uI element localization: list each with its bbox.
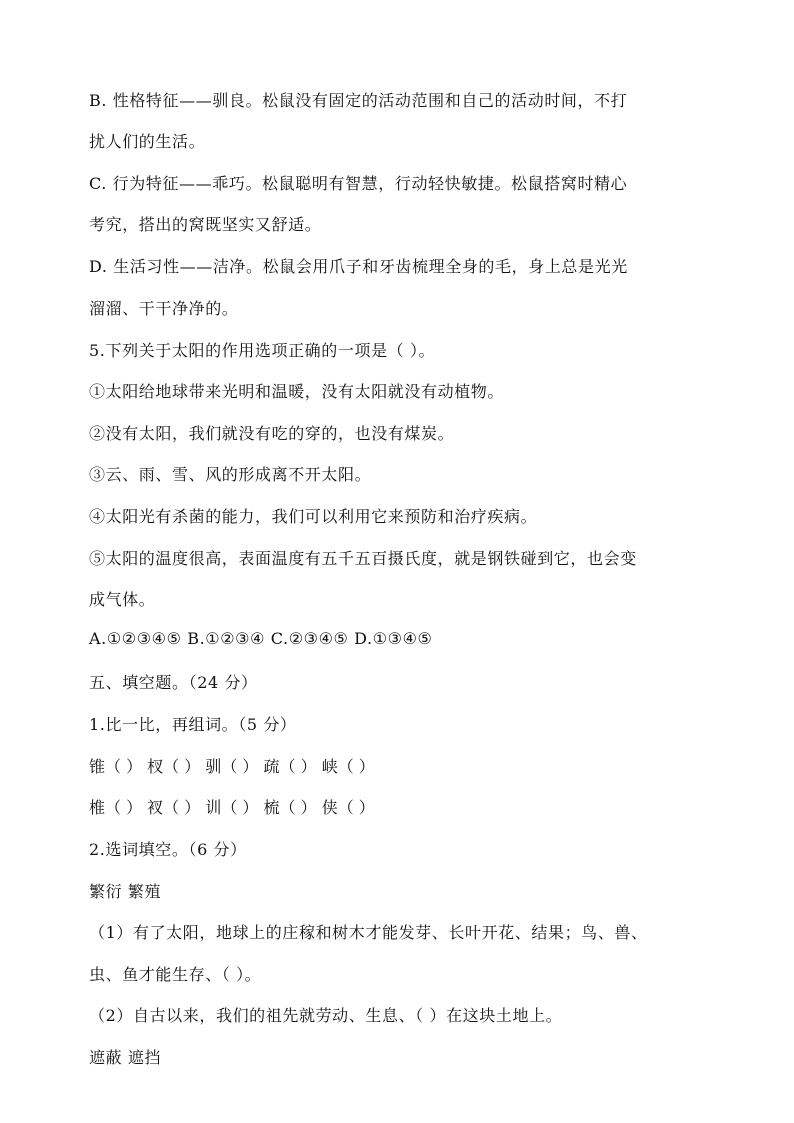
compare-row-1: 锥（ ） 杈（ ） 驯（ ） 疏（ ） 峡（ ） xyxy=(89,757,375,776)
option-c-line2: 考究，搭出的窝既坚实又舒适。 xyxy=(89,215,322,234)
fill-1-line2: 虫、鱼才能生存、（ ）。 xyxy=(89,965,262,984)
answer-choices: A.①②③④⑤ B.①②③④ C.②③④⑤ D.①③④⑤ xyxy=(89,629,433,648)
question-2: 2.选词填空。（6 分） xyxy=(89,840,247,859)
option-b-line1: B. 性格特征——驯良。松鼠没有固定的活动范围和自己的活动时间，不打 xyxy=(89,91,628,110)
section-five-heading: 五、填空题。（24 分） xyxy=(89,673,258,692)
statement-5-line2: 成气体。 xyxy=(89,590,156,609)
statement-3: ③云、雨、雪、风的形成离不开太阳。 xyxy=(89,465,372,484)
fill-1-line1: （1）有了太阳，地球上的庄稼和树木才能发芽、长叶开花、结果；鸟、兽、 xyxy=(89,923,648,942)
statement-5-line1: ⑤太阳的温度很高，表面温度有五千五百摄氏度，就是钢铁碰到它，也会变 xyxy=(89,549,637,568)
compare-row-2: 椎（ ） 衩（ ） 训（ ） 梳（ ） 侠（ ） xyxy=(89,798,375,817)
fill-2: （2）自古以来，我们的祖先就劳动、生息、（ ）在这块土地上。 xyxy=(89,1006,563,1025)
word-pair-2: 遮蔽 遮挡 xyxy=(89,1048,162,1067)
question-1: 1.比一比，再组词。（5 分） xyxy=(89,715,297,734)
option-d-line2: 溜溜、干干净净的。 xyxy=(89,299,239,318)
statement-2: ②没有太阳，我们就没有吃的穿的，也没有煤炭。 xyxy=(89,424,455,443)
option-b-line2: 扰人们的生活。 xyxy=(89,132,206,151)
statement-1: ①太阳给地球带来光明和温暖，没有太阳就没有动植物。 xyxy=(89,382,505,401)
question-5: 5.下列关于太阳的作用选项正确的一项是（ ）。 xyxy=(89,341,436,360)
statement-4: ④太阳光有杀菌的能力，我们可以利用它来预防和治疗疾病。 xyxy=(89,507,538,526)
option-c-line1: C. 行为特征——乖巧。松鼠聪明有智慧，行动轻快敏捷。松鼠搭窝时精心 xyxy=(89,174,628,193)
option-d-line1: D. 生活习性——洁净。松鼠会用爪子和牙齿梳理全身的毛，身上总是光光 xyxy=(89,257,628,276)
word-pair-1: 繁衍 繁殖 xyxy=(89,882,162,901)
